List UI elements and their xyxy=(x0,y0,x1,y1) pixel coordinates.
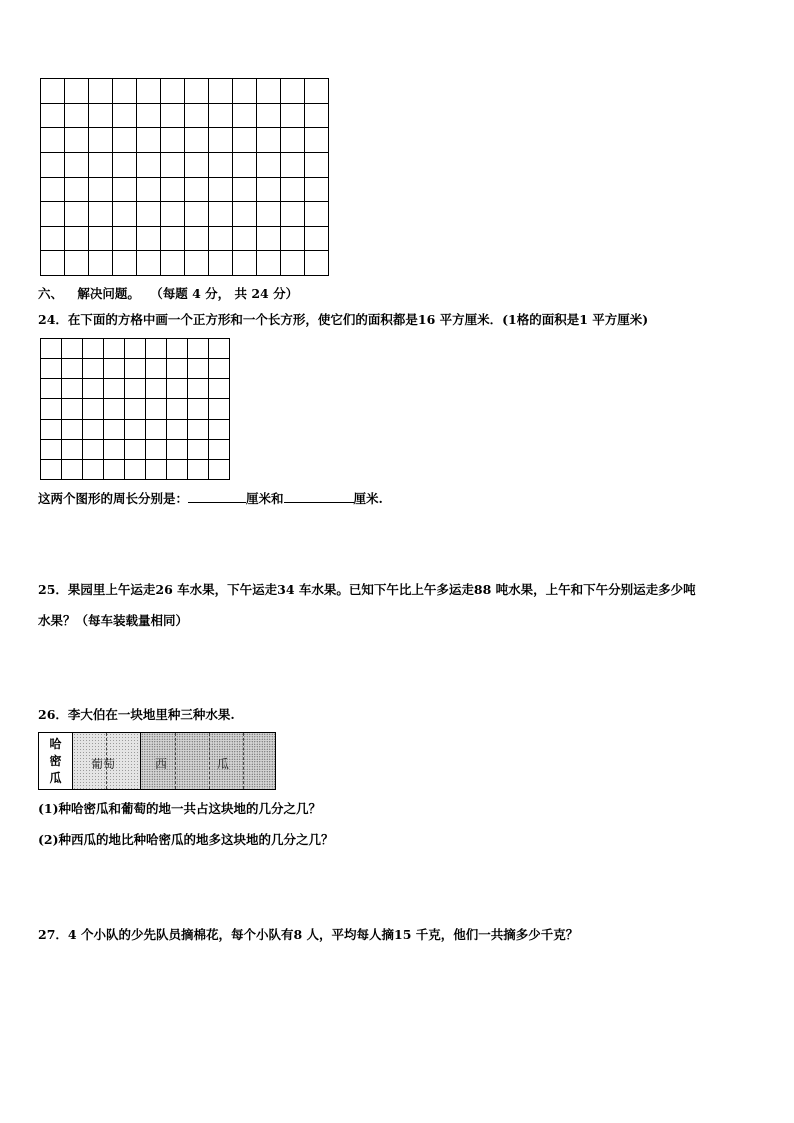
grid-cell[interactable] xyxy=(305,128,329,153)
putao-label: 葡萄 xyxy=(91,757,116,771)
grid-cell[interactable] xyxy=(161,79,185,104)
grid-cell[interactable] xyxy=(185,251,209,276)
grid-cell[interactable] xyxy=(41,226,65,251)
answer-blank-2[interactable] xyxy=(284,490,354,503)
grid-cell[interactable] xyxy=(125,339,146,359)
grid-cell[interactable] xyxy=(185,79,209,104)
answer-grid-1 xyxy=(40,78,329,276)
grid-cell[interactable] xyxy=(185,177,209,202)
grid-cell[interactable] xyxy=(89,128,113,153)
grid-cell[interactable] xyxy=(209,177,233,202)
grid-cell[interactable] xyxy=(167,339,188,359)
grid-cell[interactable] xyxy=(161,202,185,227)
answer-prefix: 这两个图形的周长分别是： xyxy=(38,491,189,506)
grid-cell[interactable] xyxy=(41,339,62,359)
grid-cell[interactable] xyxy=(137,79,161,104)
grid-cell[interactable] xyxy=(233,152,257,177)
grid-cell[interactable] xyxy=(104,399,125,419)
grid-cell[interactable] xyxy=(83,379,104,399)
grid-cell[interactable] xyxy=(161,128,185,153)
grid-cell[interactable] xyxy=(305,79,329,104)
grid-cell[interactable] xyxy=(188,339,209,359)
grid-cell[interactable] xyxy=(209,128,233,153)
grid-cell[interactable] xyxy=(209,379,230,399)
grid-cell[interactable] xyxy=(83,439,104,459)
grid-row xyxy=(41,459,230,479)
question-26-sub-1: (1)种哈密瓜和葡萄的地一共占这块地的几分之几？ xyxy=(38,801,322,816)
grid-cell[interactable] xyxy=(209,439,230,459)
grid-cell[interactable] xyxy=(233,251,257,276)
grid-row xyxy=(41,339,230,359)
grid-cell[interactable] xyxy=(104,419,125,439)
grid-cell[interactable] xyxy=(62,379,83,399)
grid-cell[interactable] xyxy=(83,359,104,379)
grid-cell[interactable] xyxy=(137,177,161,202)
grid-cell[interactable] xyxy=(113,128,137,153)
grid-cell[interactable] xyxy=(281,226,305,251)
section-number: 六、 xyxy=(38,286,64,301)
grid-row xyxy=(41,177,329,202)
grid-cell[interactable] xyxy=(41,251,65,276)
divider-dashed xyxy=(209,733,210,789)
grid-cell[interactable] xyxy=(233,202,257,227)
grid-cell[interactable] xyxy=(209,339,230,359)
grid-row xyxy=(41,79,329,104)
grid-cell[interactable] xyxy=(104,459,125,479)
grid-cell[interactable] xyxy=(89,103,113,128)
grid-cell[interactable] xyxy=(305,226,329,251)
grid-cell[interactable] xyxy=(185,103,209,128)
grid-cell[interactable] xyxy=(188,419,209,439)
grid-cell[interactable] xyxy=(146,439,167,459)
grid-cell[interactable] xyxy=(113,202,137,227)
grid-cell[interactable] xyxy=(167,419,188,439)
grid-cell[interactable] xyxy=(41,152,65,177)
grid-cell[interactable] xyxy=(65,251,89,276)
grid-cell[interactable] xyxy=(257,79,281,104)
answer-blank-1[interactable] xyxy=(188,490,246,503)
grid-cell[interactable] xyxy=(257,177,281,202)
grid-cell[interactable] xyxy=(62,359,83,379)
grid-cell[interactable] xyxy=(188,399,209,419)
grid-cell[interactable] xyxy=(62,459,83,479)
grid-cell[interactable] xyxy=(104,339,125,359)
grid-cell[interactable] xyxy=(65,177,89,202)
grid-cell[interactable] xyxy=(125,439,146,459)
grid-cell[interactable] xyxy=(305,152,329,177)
grid-cell[interactable] xyxy=(65,79,89,104)
grid-cell[interactable] xyxy=(146,459,167,479)
grid-cell[interactable] xyxy=(305,251,329,276)
grid-cell[interactable] xyxy=(305,103,329,128)
grid-cell[interactable] xyxy=(137,202,161,227)
grid-cell[interactable] xyxy=(65,202,89,227)
grid-cell[interactable] xyxy=(188,459,209,479)
grid-cell[interactable] xyxy=(104,439,125,459)
grid-cell[interactable] xyxy=(185,152,209,177)
section-note: （每题 4 分， 共 24 分） xyxy=(150,286,299,301)
grid-cell[interactable] xyxy=(185,202,209,227)
grid-cell[interactable] xyxy=(233,103,257,128)
grid-cell[interactable] xyxy=(41,177,65,202)
grid-cell[interactable] xyxy=(209,103,233,128)
grid-cell[interactable] xyxy=(281,251,305,276)
grid-cell[interactable] xyxy=(41,439,62,459)
grid-cell[interactable] xyxy=(209,226,233,251)
question-25-line-1: 25．果园里上午运走26 车水果，下午运走34 车水果。已知下午比上午多运走88 吨水果，上午和下午分别运走多少吨 xyxy=(38,582,696,597)
grid-cell[interactable] xyxy=(137,103,161,128)
section-title: 解决问题。 xyxy=(77,286,140,301)
grid-cell[interactable] xyxy=(281,152,305,177)
grid-cell[interactable] xyxy=(161,251,185,276)
question-25-line-2: 水果？（每车装载量相同） xyxy=(38,613,189,628)
grid-cell[interactable] xyxy=(167,459,188,479)
grid-cell[interactable] xyxy=(65,152,89,177)
grid-cell[interactable] xyxy=(113,79,137,104)
grid-cell[interactable] xyxy=(209,419,230,439)
grid-cell[interactable] xyxy=(113,226,137,251)
grid-cell[interactable] xyxy=(167,379,188,399)
grid-cell[interactable] xyxy=(188,439,209,459)
grid-cell[interactable] xyxy=(125,359,146,379)
grid-cell[interactable] xyxy=(62,439,83,459)
grid-cell[interactable] xyxy=(41,399,62,419)
answer-unit-2: 厘米. xyxy=(353,491,383,506)
land-diagram xyxy=(38,732,276,790)
gua-label: 瓜 xyxy=(217,757,230,771)
xi-label: 西 xyxy=(155,757,168,771)
grid-cell[interactable] xyxy=(89,152,113,177)
grid-cell[interactable] xyxy=(146,399,167,419)
divider-dashed xyxy=(243,733,244,789)
grid-cell[interactable] xyxy=(257,202,281,227)
grid-cell[interactable] xyxy=(233,79,257,104)
grid-cell[interactable] xyxy=(209,152,233,177)
grid-cell[interactable] xyxy=(167,439,188,459)
grid-cell[interactable] xyxy=(209,459,230,479)
question-24-answer-line xyxy=(38,490,383,507)
hami-char-3: 瓜 xyxy=(49,770,62,785)
grid-cell[interactable] xyxy=(65,128,89,153)
grid-cell[interactable] xyxy=(89,202,113,227)
grid-cell[interactable] xyxy=(137,152,161,177)
grid-cell[interactable] xyxy=(257,251,281,276)
grid-cell[interactable] xyxy=(137,226,161,251)
question-24-text: 24．在下面的方格中画一个正方形和一个长方形，使它们的面积都是16 平方厘米．(1格的面积是1 平方厘米) xyxy=(38,312,649,327)
grid-cell[interactable] xyxy=(281,202,305,227)
grid-cell[interactable] xyxy=(146,339,167,359)
putao-segment xyxy=(73,733,141,789)
grid-cell[interactable] xyxy=(83,339,104,359)
grid-cell[interactable] xyxy=(137,128,161,153)
grid-cell[interactable] xyxy=(113,152,137,177)
grid-cell[interactable] xyxy=(41,359,62,379)
grid-cell[interactable] xyxy=(209,359,230,379)
grid-row xyxy=(41,251,329,276)
grid-cell[interactable] xyxy=(104,359,125,379)
grid-row xyxy=(41,439,230,459)
grid-cell[interactable] xyxy=(281,177,305,202)
grid-cell[interactable] xyxy=(305,202,329,227)
grid-cell[interactable] xyxy=(125,459,146,479)
grid-cell[interactable] xyxy=(257,226,281,251)
grid-cell[interactable] xyxy=(305,177,329,202)
grid-row xyxy=(41,103,329,128)
grid-cell[interactable] xyxy=(146,419,167,439)
grid-cell[interactable] xyxy=(62,399,83,419)
grid-cell[interactable] xyxy=(161,152,185,177)
grid-cell[interactable] xyxy=(167,359,188,379)
grid-cell[interactable] xyxy=(65,103,89,128)
grid-cell[interactable] xyxy=(185,128,209,153)
grid-cell[interactable] xyxy=(185,226,209,251)
grid-cell[interactable] xyxy=(83,419,104,439)
grid-cell[interactable] xyxy=(209,399,230,419)
grid-cell[interactable] xyxy=(233,226,257,251)
question-27-text: 27．4 个小队的少先队员摘棉花，每个小队有8 人，平均每人摘15 千克，他们一共摘多少千克？ xyxy=(38,927,579,942)
grid-cell[interactable] xyxy=(257,128,281,153)
grid-cell[interactable] xyxy=(209,79,233,104)
grid-row xyxy=(41,152,329,177)
grid-cell[interactable] xyxy=(89,177,113,202)
grid-cell[interactable] xyxy=(41,79,65,104)
grid-cell[interactable] xyxy=(233,177,257,202)
grid-cell[interactable] xyxy=(41,128,65,153)
grid-cell[interactable] xyxy=(257,103,281,128)
divider-dashed xyxy=(175,733,176,789)
grid-cell[interactable] xyxy=(281,79,305,104)
answer-grid-24 xyxy=(40,338,230,480)
xigua-segment xyxy=(141,733,275,789)
section-heading xyxy=(38,286,298,302)
hami-char-1: 哈 xyxy=(49,736,62,751)
grid-cell[interactable] xyxy=(161,177,185,202)
question-26-sub-2: (2)种西瓜的地比种哈密瓜的地多这块地的几分之几？ xyxy=(38,832,334,847)
grid-cell[interactable] xyxy=(188,379,209,399)
answer-unit-1: 厘米和 xyxy=(246,491,284,506)
grid-cell[interactable] xyxy=(62,339,83,359)
grid-cell[interactable] xyxy=(233,128,257,153)
grid-cell[interactable] xyxy=(89,251,113,276)
grid-cell[interactable] xyxy=(41,379,62,399)
grid-cell[interactable] xyxy=(209,202,233,227)
grid-cell[interactable] xyxy=(146,379,167,399)
grid-cell[interactable] xyxy=(161,103,185,128)
grid-cell[interactable] xyxy=(125,419,146,439)
grid-row xyxy=(41,359,230,379)
grid-cell[interactable] xyxy=(89,79,113,104)
grid-row xyxy=(41,226,329,251)
grid-cell[interactable] xyxy=(257,152,281,177)
grid-cell[interactable] xyxy=(41,459,62,479)
grid-cell[interactable] xyxy=(41,103,65,128)
question-26-text: 26．李大伯在一块地里种三种水果. xyxy=(38,707,235,722)
grid-row xyxy=(41,202,329,227)
grid-cell[interactable] xyxy=(113,251,137,276)
grid-cell[interactable] xyxy=(137,251,161,276)
grid-cell[interactable] xyxy=(65,226,89,251)
grid-cell[interactable] xyxy=(113,177,137,202)
grid-cell[interactable] xyxy=(89,226,113,251)
grid-cell[interactable] xyxy=(125,379,146,399)
grid-cell[interactable] xyxy=(281,103,305,128)
grid-cell[interactable] xyxy=(41,202,65,227)
grid-cell[interactable] xyxy=(83,399,104,419)
grid-row xyxy=(41,399,230,419)
grid-cell[interactable] xyxy=(41,419,62,439)
grid-cell[interactable] xyxy=(83,459,104,479)
grid-cell[interactable] xyxy=(281,128,305,153)
grid-cell[interactable] xyxy=(125,399,146,419)
grid-row xyxy=(41,379,230,399)
grid-cell[interactable] xyxy=(146,359,167,379)
hami-segment xyxy=(39,733,73,789)
grid-row xyxy=(41,419,230,439)
grid-cell[interactable] xyxy=(188,359,209,379)
grid-cell[interactable] xyxy=(167,399,188,419)
grid-cell[interactable] xyxy=(209,251,233,276)
hami-char-2: 密 xyxy=(49,753,62,768)
grid-row xyxy=(41,128,329,153)
grid-cell[interactable] xyxy=(62,419,83,439)
grid-cell[interactable] xyxy=(104,379,125,399)
grid-cell[interactable] xyxy=(113,103,137,128)
grid-cell[interactable] xyxy=(161,226,185,251)
